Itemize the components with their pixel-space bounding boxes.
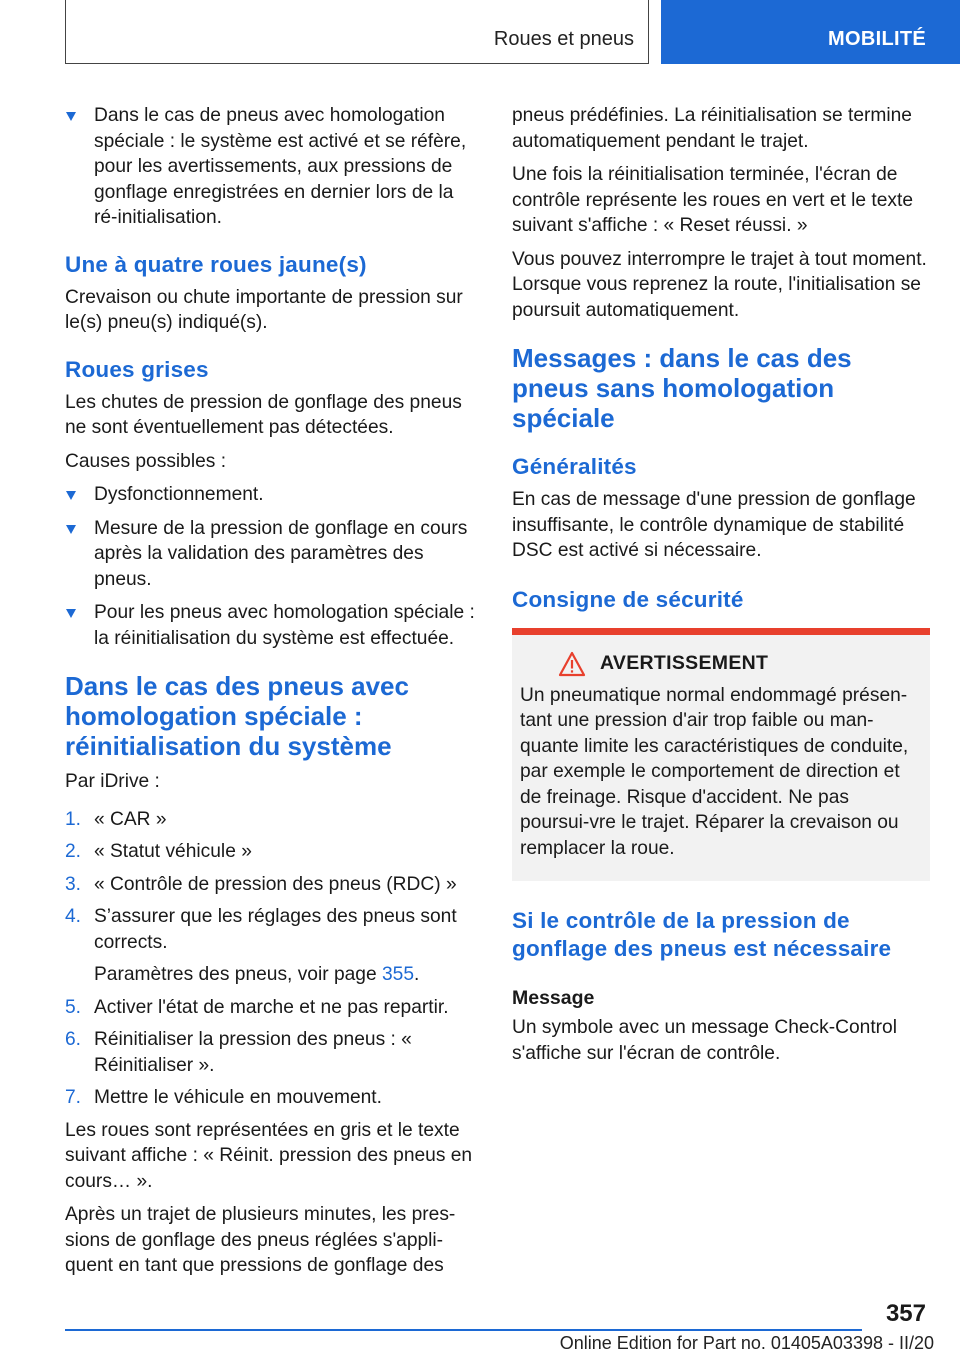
chapter-title: MOBILITÉ [828,28,926,50]
step-item: 7. Mettre le véhicule en mouvement. [65,1087,382,1108]
paragraph: Une fois la réinitialisation terminée, l'écran de contrôle représente les roues en vert et le texte suivant s'affiche : « Reset réussi. » [512,164,914,236]
bullet-triangle-icon [66,525,76,534]
heading-message: Message [512,987,595,1009]
step-item: 2. « Statut véhicule » [65,841,252,862]
paragraph: Les roues sont représentées en gris et le texte suivant affiche : « Réinit. pression des pneus en cours… ». [65,1119,473,1192]
page-reference-link[interactable]: 355 [381,964,414,985]
warning-triangle-icon [558,651,586,677]
paragraph: Crevaison ou chute importante de pression sur le(s) pneu(s) indiqué(s). [65,286,463,333]
step-sub-note: Paramètres des pneus, voir page 355. [94,964,420,985]
header-chapter-tab [661,0,960,64]
step-item: 5. Activer l'état de marche et ne pas repartir. [65,996,449,1018]
list-item: Dans le cas de pneus avec homologation spéciale : le système est activé et se réfère, pour les avertissements, aux pressions de gonflage enregistrées en dernier lors de la ré-initialisation. [65,103,480,231]
header-section-box [65,0,649,64]
paragraph: Les chutes de pression de gonflage des pneus ne sont éventuellement pas détectées. [65,391,462,438]
heading-system-reset: Dans le cas des pneus avec homologation spéciale : réinitialisation du système [65,671,409,761]
list-item: Mesure de la pression de gonflage en cours après la validation des paramètres des pneus. [65,516,480,593]
paragraph: pneus prédéfinies. La réinitialisation se termine automatiquement pendant le trajet. [512,105,912,152]
paragraph: Vous pouvez interrompre le trajet à tout moment. Lorsque vous reprenez la route, l'initialisation se poursuit automatiquement. [512,248,927,321]
step-item: 3. « Contrôle de pression des pneus (RDC) » [65,873,457,895]
warning-header [558,651,922,677]
right-column [512,103,930,1074]
left-column [65,103,480,1287]
warning-title: AVERTISSEMENT [600,652,769,674]
footer-divider [65,1329,862,1331]
heading-check-needed: Si le contrôle de la pression de gonflage des pneus est nécessaire [512,908,892,961]
page-number: 357 [885,1300,926,1327]
list-item: Dysfonctionnement. [65,482,480,508]
paragraph: Causes possibles : [65,450,227,472]
step-item: 6. Réinitialiser la pression des pneus : « Réinitialiser ». [65,1029,412,1076]
warning-text: Un pneumatique normal endommagé présen-tant une pression d'air trop faible ou man-quante limite les caractéristiques de conduite, par exemple le comportement de direction et de freinage. Risque d'accident. Ne pas poursui-vre le trajet. Réparer la crevaison ou remplacer la roue. [520,684,909,859]
paragraph: Un symbole avec un message Check-Control s'affiche sur l'écran de contrôle. [512,1017,897,1064]
bullet-triangle-icon [66,491,76,500]
paragraph: Après un trajet de plusieurs minutes, les pres-sions de gonflage des pneus réglées s'appli-quent en tant que pressions de gonflage des [65,1204,456,1276]
bullet-triangle-icon [66,112,76,121]
warning-box [512,628,930,882]
paragraph: Par iDrive : [65,771,160,792]
heading-yellow-wheels: Une à quatre roues jaune(s) [65,251,367,277]
step-item: 1. « CAR » [65,808,167,830]
bullet-triangle-icon [66,609,76,618]
list-item: Pour les pneus avec homologation spéciale : la réinitialisation du système est effectuée. [65,600,480,651]
heading-grey-wheels: Roues grises [65,356,209,382]
footer-edition: Online Edition for Part no. 01405A03398 - II/20 [559,1333,934,1353]
heading-general: Généralités [512,454,637,479]
section-title: Roues et pneus [493,28,634,50]
step-item: 4. S’assurer que les réglages des pneus sont corrects. Paramètres des pneus, voir page 355. [65,904,480,988]
heading-safety: Consigne de sécurité [512,586,744,612]
heading-messages: Messages : dans le cas des pneus sans homologation spéciale [512,343,852,433]
paragraph: En cas de message d'une pression de gonflage insuffisante, le contrôle dynamique de stabilité DSC est activé si nécessaire. [512,489,916,561]
